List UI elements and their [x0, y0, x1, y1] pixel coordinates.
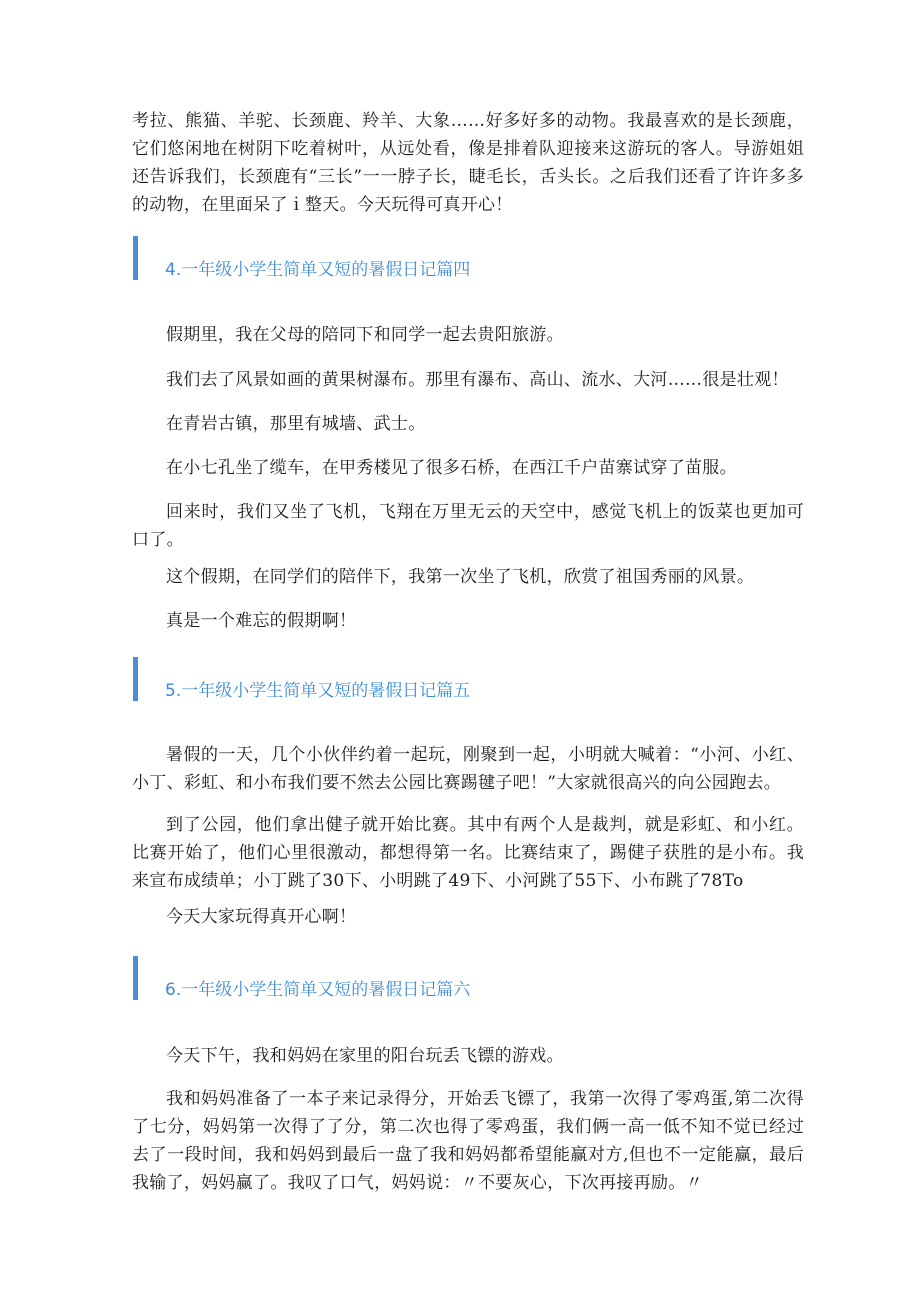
section-5-paragraph-2: 到了公园，他们拿出健子就开始比赛。其中有两个人是裁判，就是彩虹、和小红。比赛开始了，他们心里很激动，都想得第一名。比赛结束了，踢健子获胜的是小布。我来宣布成绩单；小丁跳了30下、小明跳了49下、小河跳了55下、小布跳了78To	[132, 815, 804, 891]
section-6-paragraph-1: 今天下午，我和妈妈在家里的阳台玩丢飞镖的游戏。	[166, 1046, 564, 1066]
section-4-paragraph-7: 真是一个难忘的假期啊！	[166, 611, 357, 631]
section-4-paragraph-3: 在青岩古镇，那里有城墙、武士。	[166, 414, 426, 434]
section-5-paragraph-1: 暑假的一天，几个小伙伴约着一起玩，刚聚到一起，小明就大喊着：“小河、小红、小丁、彩虹、和小布我们要不然去公园比赛踢毽子吧！”大家就很高兴的向公园跑去。	[132, 745, 804, 793]
section-6-title: 6.一年级小学生简单又短的暑假日记篇六	[165, 980, 471, 1000]
section-4-title: 4.一年级小学生简单又短的暑假日记篇四	[165, 260, 471, 280]
intro-paragraph: 考拉、熊猫、羊驼、长颈鹿、羚羊、大象……好多好多的动物。我最喜欢的是长颈鹿，它们悠闲地在树阴下吃着树叶，从远处看，像是排着队迎接来这游玩的客人。导游姐姐还告诉我们，长颈鹿有“三长”一一脖子长，睫毛长，舌头长。之后我们还看了许许多多的动物，在里面呆了ｉ整天。今天玩得可真开心！	[132, 111, 804, 215]
section-4-paragraph-5: 回来时，我们又坐了飞机，飞翔在万里无云的天空中，感觉飞机上的饭菜也更加可口了。	[132, 502, 804, 550]
section-5-paragraph-3: 今天大家玩得真开心啊！	[166, 907, 357, 927]
heading-accent-bar	[133, 236, 138, 280]
section-4-paragraph-2: 我们去了风景如画的黄果树瀑布。那里有瀑布、高山、流水、大河……很是壮观！	[166, 370, 789, 390]
heading-accent-bar	[133, 657, 138, 701]
section-5-heading	[133, 657, 833, 701]
section-6-paragraph-2: 我和妈妈准备了一本子来记录得分，开始丢飞镖了，我第一次得了零鸡蛋,第二次得了七分，妈妈第一次得了了分，第二次也得了零鸡蛋，我们俩一高一低不知不觉已经过去了一段时间，我和妈妈到最后一盘了我和妈妈都希望能赢对方,但也不一定能赢，最后我输了，妈妈赢了。我叹了口气，妈妈说：〃不要灰心，下次再接再励。〃	[132, 1089, 804, 1193]
section-5-title: 5.一年级小学生简单又短的暑假日记篇五	[165, 681, 471, 701]
section-6-heading	[133, 956, 833, 1000]
section-4-heading	[133, 236, 833, 280]
heading-accent-bar	[133, 956, 138, 1000]
section-4-paragraph-4: 在小七孔坐了缆车，在甲秀楼见了很多石桥，在西江千户苗寨试穿了苗服。	[166, 458, 737, 478]
section-4-paragraph-1: 假期里，我在父母的陪同下和同学一起去贵阳旅游。	[166, 325, 564, 345]
section-4-paragraph-6: 这个假期，在同学们的陪伴下，我第一次坐了飞机，欣赏了祖国秀丽的风景。	[166, 567, 755, 587]
